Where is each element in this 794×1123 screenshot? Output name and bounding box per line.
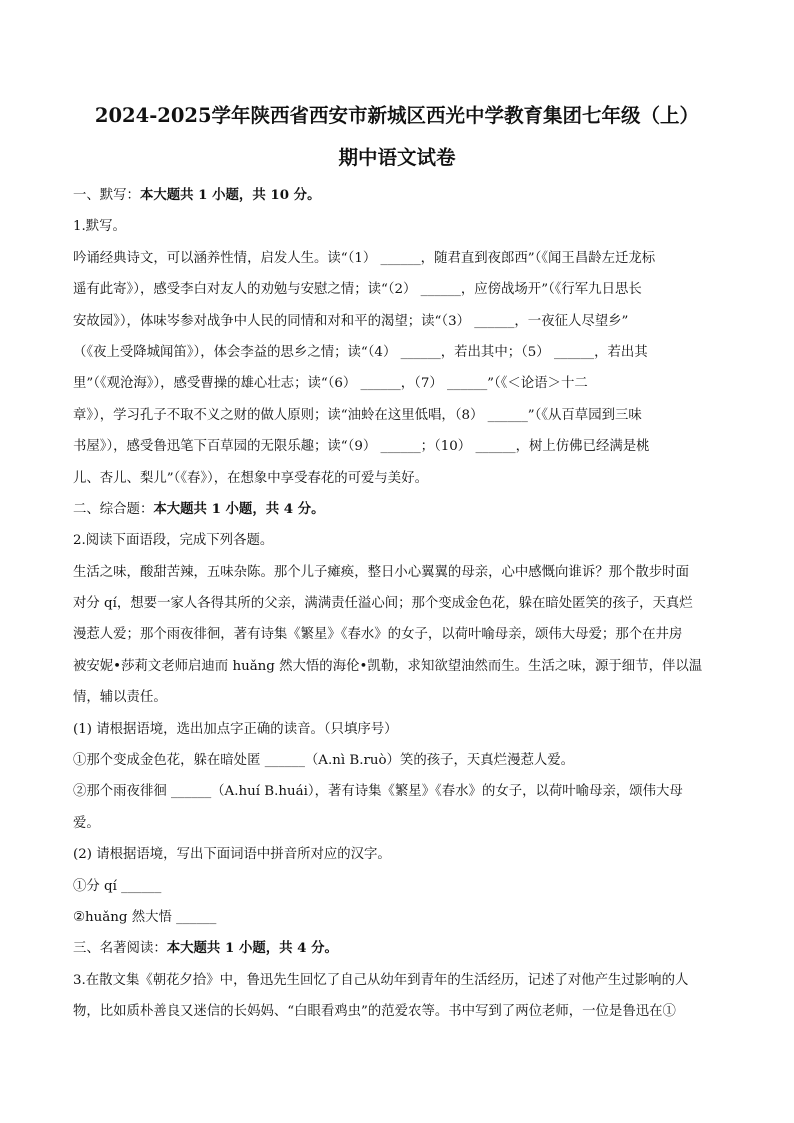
passage-line: 情，辅以责任。	[73, 690, 167, 706]
question-text-line: 吟诵经典诗文，可以涵养性情，启发人生。读“（1） ______，随君直到夜郎西”（《闻王昌龄左迁龙标	[73, 250, 656, 266]
sub-question-item: ①分 qí ______	[73, 878, 162, 894]
passage-line: 漫惹人爱；那个雨夜徘徊，著有诗集《繁星》《春水》的女子，以荷叶喻母亲，颂伟大母爱；那个在井房	[73, 627, 683, 643]
section-heading	[73, 933, 725, 964]
question-text-line: 里”（《观沧海》），感受曹操的雄心壮志；读“（6） ______，（7） ______”（《＜论语＞十二	[73, 376, 588, 392]
passage-line: 生活之味，酸甜苦辣，五味杂陈。那个儿子瘫痪，整日小心翼翼的母亲，心中感慨向谁诉？那个散步时面	[73, 564, 689, 580]
question-stem: 2.阅读下面语段，完成下列各题。	[73, 533, 274, 549]
sub-question-stem: (1) 请根据语境，选出加点字正确的读音。（只填序号）	[73, 721, 398, 737]
section-description: 本大题共 1 小题，共 4 分。	[153, 500, 325, 517]
passage-line: 被安妮•莎莉文老师启迪而 huǎng 然大悟的海伦•凯勒，求知欲望油然而生。生活之味，源于细节，伴以温	[73, 658, 703, 674]
section-heading	[73, 494, 725, 525]
sub-question-item: ②huǎng 然大悟 ______	[73, 909, 217, 925]
question-text-line: 儿、杏儿、梨儿”（《春》），在想象中享受春花的可爱与美好。	[73, 470, 428, 486]
passage-line: 对分 qí，想要一家人各得其所的父亲，满满责任溢心间；那个变成金色花，躲在暗处匿笑的孩子，天真烂	[73, 596, 693, 612]
section-description: 本大题共 1 小题，共 10 分。	[139, 187, 321, 203]
question-text-line: 书屋》），感受鲁迅笔下百草园的无限乐趣；读“（9） ______；（10） ______，树上仿佛已经满是桃	[73, 439, 650, 455]
sub-question-item: 爱。	[73, 815, 100, 831]
question-text-line: 3.在散文集《朝花夕拾》中，鲁迅先生回忆了自己从幼年到青年的生活经历，记述了对他产生过影响的人	[73, 972, 689, 988]
question-text-line: 遥有此寄》），感受李白对友人的劝勉与安慰之情；读“（2） ______，应傍战场开”（《行军九日思长	[73, 282, 642, 298]
exam-title-line1: 2024-2025学年陕西省西安市新城区西光中学教育集团七年级（上）	[94, 104, 700, 127]
question-text-line: （《夜上受降城闻笛》），体会李益的思乡之情；读“（4） ______，若出其中；（5） ______，若出其	[73, 344, 648, 360]
sub-question-item: ②那个雨夜徘徊 ______（A.huí B.huái），著有诗集《繁星》《春水》的女子，以荷叶喻母亲，颂伟大母	[73, 784, 683, 800]
exam-title-line2: 期中语文试卷	[338, 146, 456, 169]
sub-question-stem: (2) 请根据语境，写出下面词语中拼音所对应的汉字。	[73, 847, 391, 863]
section-prefix: 二、综合题：	[73, 501, 154, 517]
section-description: 本大题共 1 小题，共 4 分。	[166, 940, 338, 957]
question-text-line: 安故园》），体味岑参对战争中人民的同情和对和平的渴望；读“（3） ______，一夜征人尽望乡”	[73, 313, 629, 329]
question-text-line: 章》），学习孔子不取不义之财的做人原则；读“油蛉在这里低唱，（8） ______”（《从百草园到三味	[73, 407, 642, 423]
section-prefix: 一、默写：	[73, 188, 140, 203]
question-text-line: 物，比如质朴善良又迷信的长妈妈、“白眼看鸡虫”的范爱农等。书中写到了两位老师，一位是鲁迅在①	[73, 1004, 676, 1020]
question-stem: 1.默写。	[73, 219, 126, 235]
exam-content	[73, 180, 725, 1028]
section-heading	[73, 180, 725, 211]
sub-question-item: ①那个变成金色花，躲在暗处匿 ______（A.nì B.ruò）笑的孩子，天真烂漫惹人爱。	[73, 753, 575, 769]
section-prefix: 三、名著阅读：	[73, 941, 167, 957]
